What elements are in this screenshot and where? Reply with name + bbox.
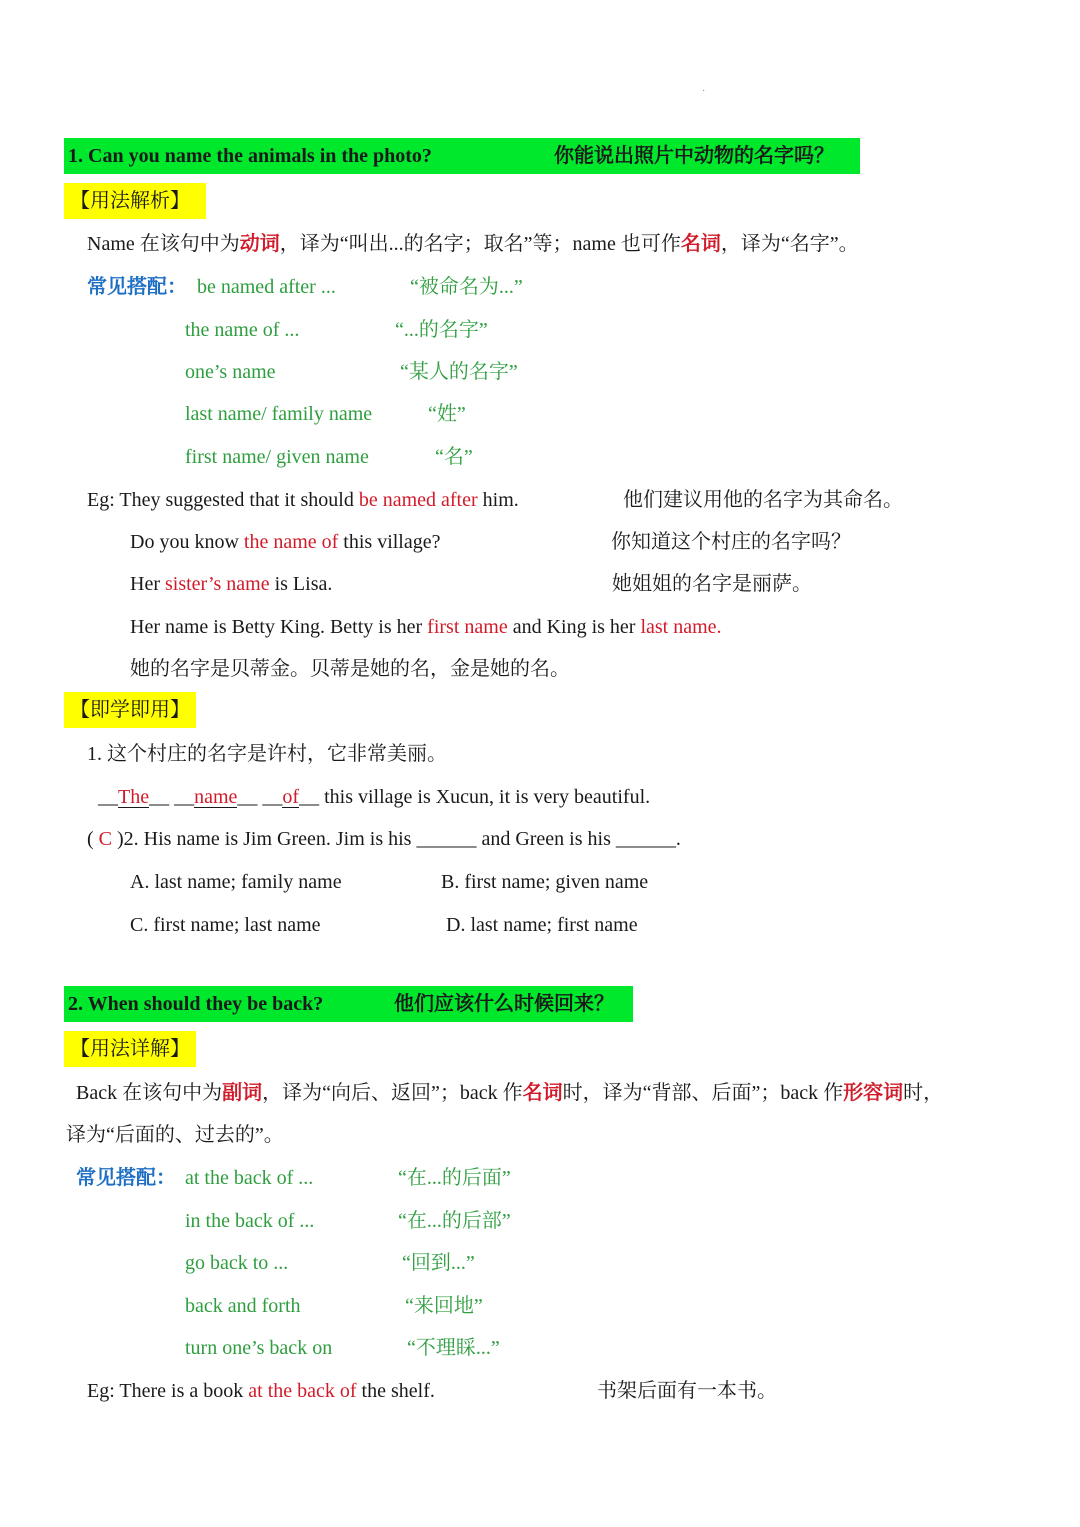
section2-explanation: Back 在该句中为副词，译为“向后、返回”；back 作名词时，译为“背部、后面”；back 作形容词时， bbox=[76, 1082, 944, 1104]
collocation-cn: “被命名为...” bbox=[410, 276, 523, 298]
verb-highlight: 动词 bbox=[239, 233, 280, 255]
collocation-cn: “回到...” bbox=[402, 1252, 475, 1274]
collocation-en: back and forth bbox=[185, 1295, 301, 1317]
section2-title-cn: 他们应该什么时候回来？ bbox=[394, 993, 614, 1015]
section2-title-en: 2. When should they be back? bbox=[68, 993, 324, 1015]
collocation-cn: “某人的名字” bbox=[400, 361, 518, 383]
example-sentence: Her sister’s name is Lisa. bbox=[130, 573, 333, 595]
option-d: D. last name; first name bbox=[446, 914, 638, 936]
collocation-cn: “在...的后部” bbox=[398, 1210, 511, 1232]
practice-tag: 【即学即用】 bbox=[64, 692, 196, 728]
adverb-highlight: 副词 bbox=[222, 1082, 263, 1104]
example-sentence: Her name is Betty King. Betty is her first name and King is her last name. bbox=[130, 616, 722, 638]
section2-explanation-cont: 译为“后面的、过去的”。 bbox=[66, 1124, 284, 1146]
blank-answer: The bbox=[118, 786, 150, 808]
collocation-en: first name/ given name bbox=[185, 446, 369, 468]
noun-highlight: 名词 bbox=[522, 1082, 563, 1104]
option-c: C. first name; last name bbox=[130, 914, 321, 936]
section2-collocation-label: 常见搭配： bbox=[76, 1167, 176, 1189]
collocation-cn: “...的名字” bbox=[395, 319, 488, 341]
collocation-cn: “姓” bbox=[428, 403, 466, 425]
choice-answer: C bbox=[98, 828, 113, 850]
noun-highlight: 名词 bbox=[680, 233, 721, 255]
section1-collocation-label: 常见搭配： bbox=[87, 276, 187, 298]
stray-dot: · bbox=[702, 86, 706, 97]
collocation-en: be named after ... bbox=[197, 276, 336, 298]
example-sentence: Do you know the name of this village? bbox=[130, 531, 441, 553]
option-b: B. first name; given name bbox=[441, 871, 649, 893]
collocation-en: turn one’s back on bbox=[185, 1337, 333, 1359]
practice-question-2: ( C )2. His name is Jim Green. Jim is his ______ and Green is his ______. bbox=[87, 828, 681, 850]
section2-title-banner bbox=[64, 986, 633, 1022]
collocation-cn: “名” bbox=[435, 446, 473, 468]
adjective-highlight: 形容词 bbox=[843, 1082, 904, 1104]
practice-answer-1: __The__ __name__ __of__ this village is Xucun, it is very beautiful. bbox=[98, 786, 651, 808]
section1-title-en: 1. Can you name the animals in the photo? bbox=[68, 145, 432, 167]
example-translation: 她姐姐的名字是丽萨。 bbox=[612, 573, 812, 595]
blank-answer: name bbox=[194, 786, 238, 808]
example-sentence: Eg: They suggested that it should be named after him. bbox=[87, 489, 519, 511]
section1-title-banner bbox=[64, 138, 860, 174]
practice-question-1: 1. 这个村庄的名字是许村，它非常美丽。 bbox=[87, 743, 447, 765]
collocation-en: in the back of ... bbox=[185, 1210, 315, 1232]
collocation-en: last name/ family name bbox=[185, 403, 373, 425]
collocation-en: at the back of ... bbox=[185, 1167, 314, 1189]
collocation-en: the name of ... bbox=[185, 319, 300, 341]
blank-answer: of bbox=[282, 786, 300, 808]
example-translation: 你知道这个村庄的名字吗？ bbox=[611, 531, 851, 553]
example-translation: 她的名字是贝蒂金。贝蒂是她的名，金是她的名。 bbox=[130, 658, 570, 680]
collocation-en: go back to ... bbox=[185, 1252, 289, 1274]
collocation-cn: “在...的后面” bbox=[398, 1167, 511, 1189]
option-a: A. last name; family name bbox=[130, 871, 342, 893]
example-sentence: Eg: There is a book at the back of the shelf. bbox=[87, 1380, 435, 1402]
collocation-cn: “不理睬...” bbox=[407, 1337, 500, 1359]
usage-analysis-tag: 【用法解析】 bbox=[64, 183, 206, 219]
collocation-cn: “来回地” bbox=[405, 1295, 483, 1317]
section1-explanation: Name 在该句中为动词，译为“叫出...的名字；取名”等；name 也可作名词，译为“名字”。 bbox=[87, 233, 859, 255]
example-translation: 他们建议用他的名字为其命名。 bbox=[623, 489, 903, 511]
collocation-en: one’s name bbox=[185, 361, 276, 383]
section1-title-cn: 你能说出照片中动物的名字吗？ bbox=[554, 145, 834, 167]
usage-detail-tag: 【用法详解】 bbox=[64, 1031, 196, 1067]
example-translation: 书架后面有一本书。 bbox=[597, 1380, 777, 1402]
